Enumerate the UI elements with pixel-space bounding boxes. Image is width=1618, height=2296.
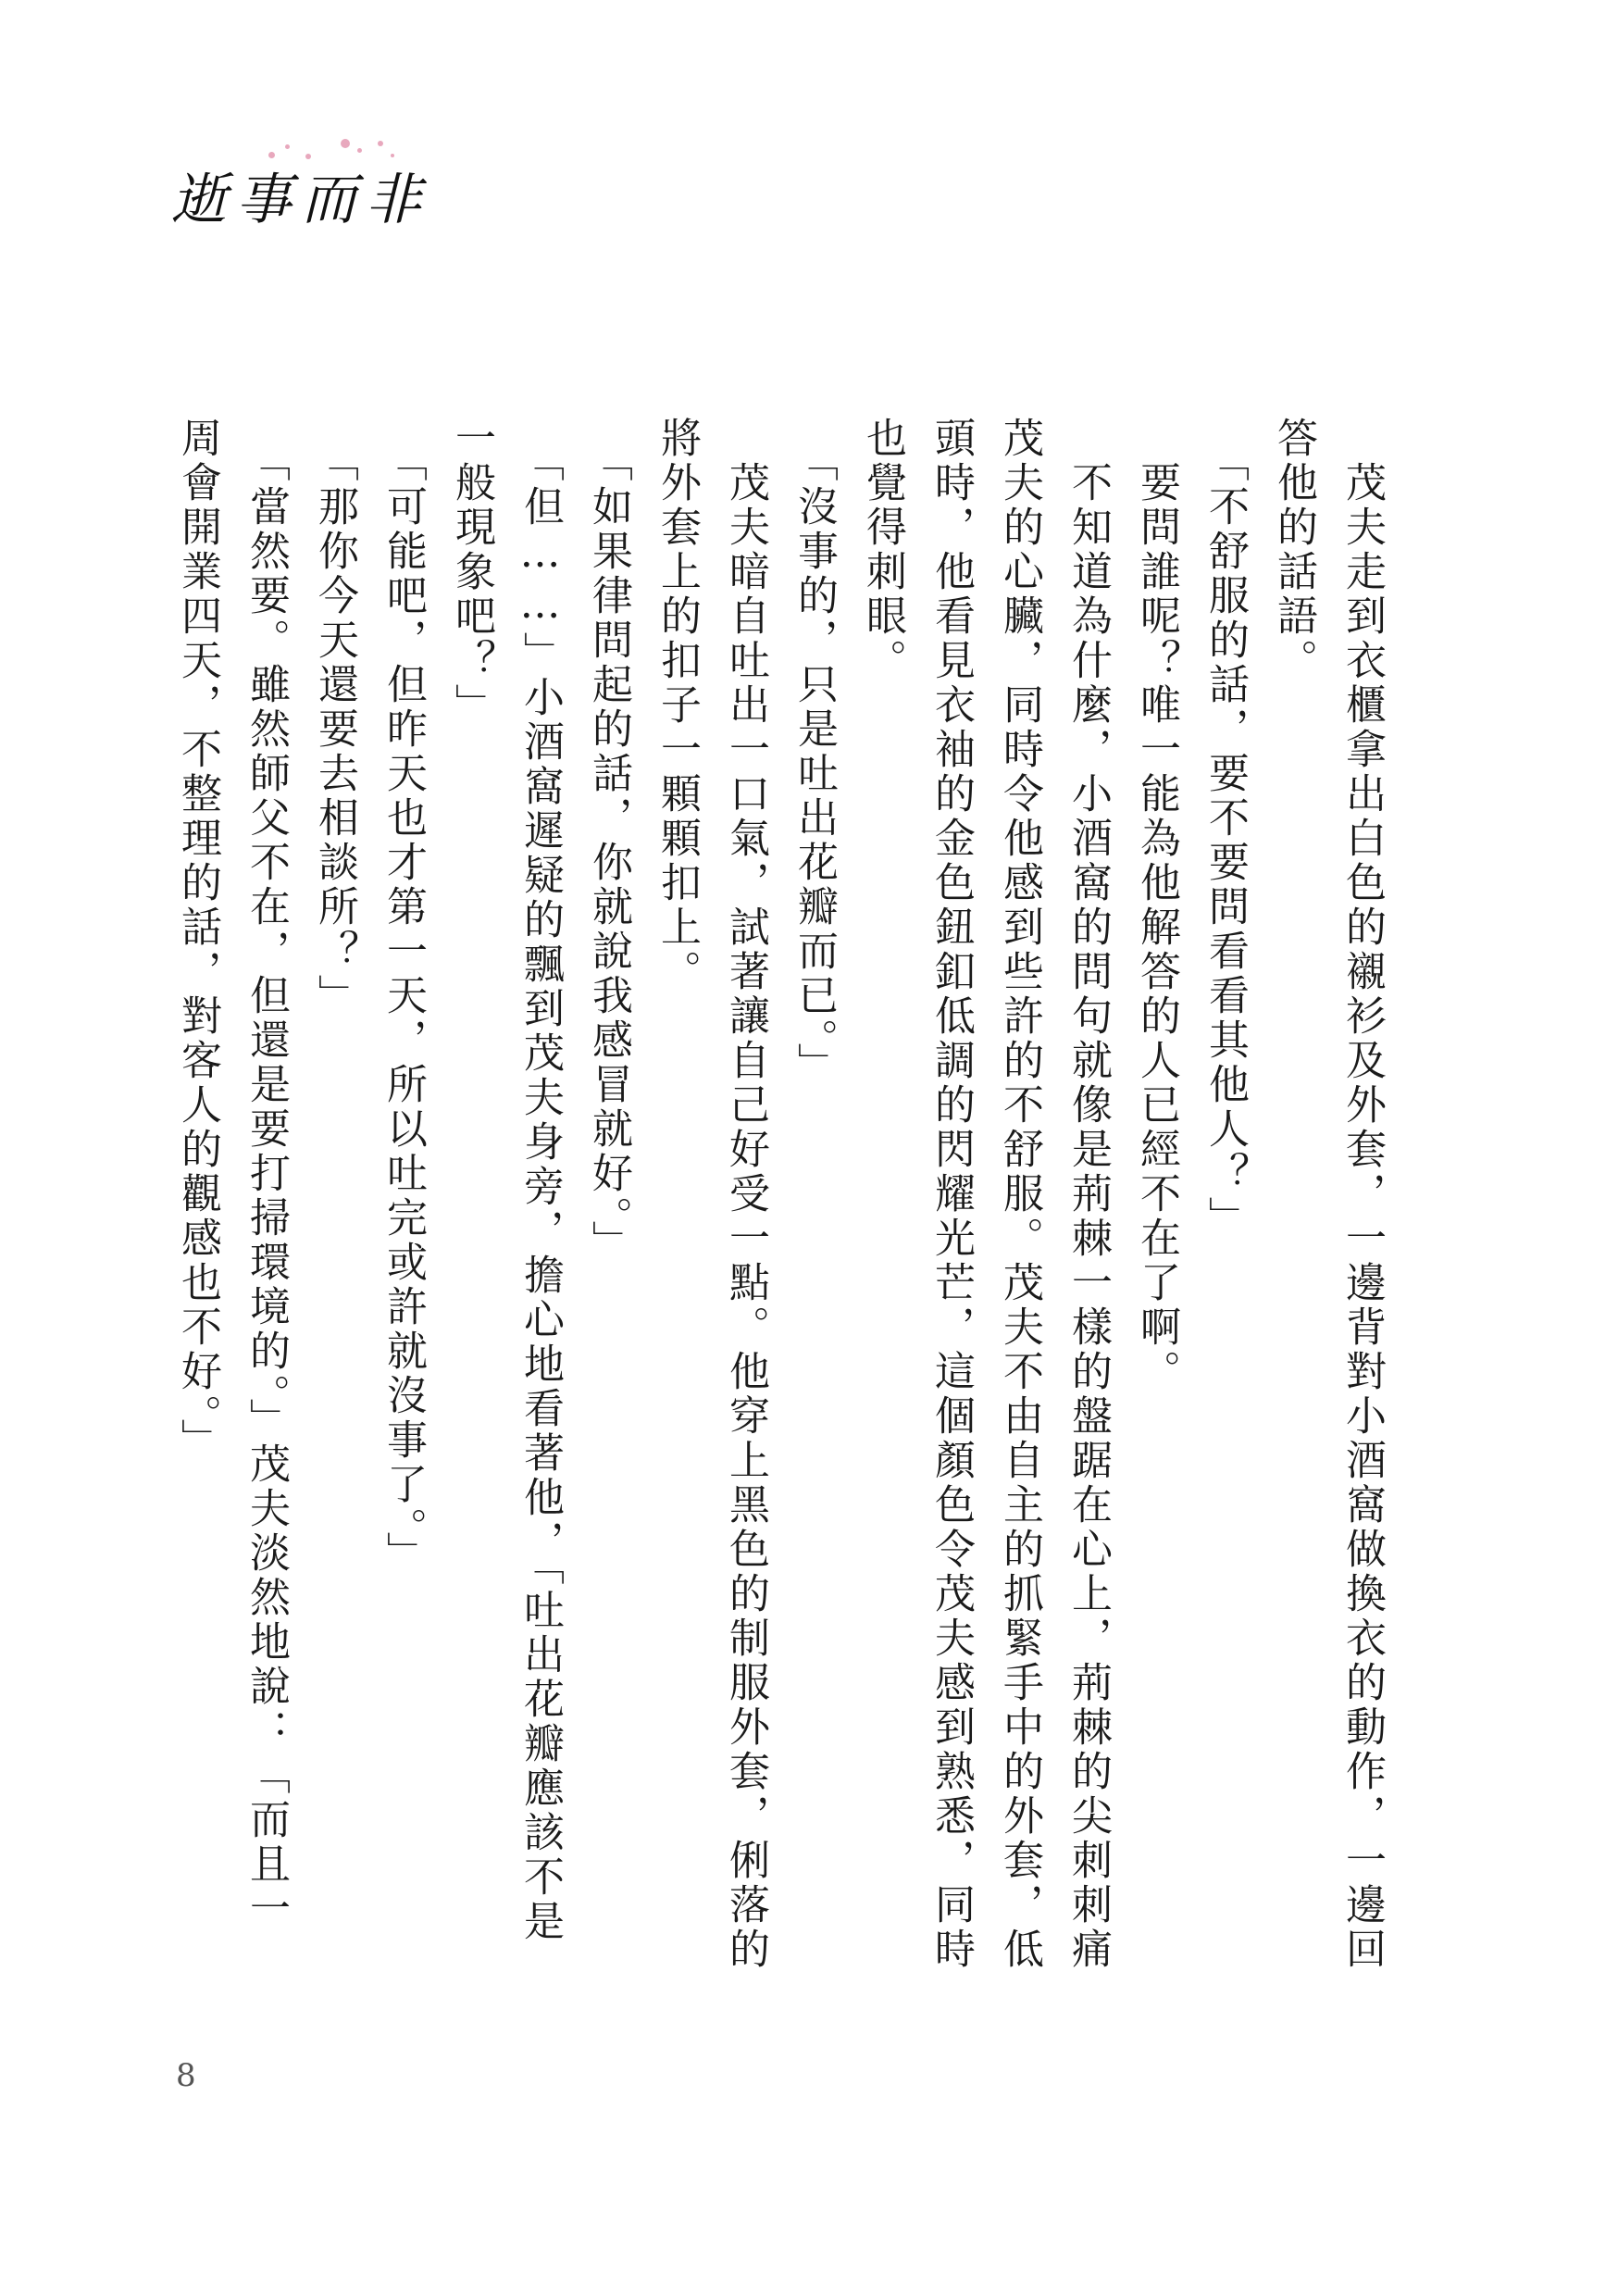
paragraph: 「當然要。雖然師父不在，但還是要打掃環境的。」茂夫淡然地說：「而且一周會開業四天，不整理的話，對客人的觀感也不好。」 [174, 417, 290, 1931]
page-number: 8 [176, 2057, 196, 2094]
paragraph: 「但……」小酒窩遲疑的飄到茂夫身旁，擔心地看著他，「吐出花瓣應該不是一般現象吧？」 [448, 417, 564, 1944]
paragraph: 「如果律問起的話，你就說我感冒就好。」 [585, 417, 632, 1265]
paragraph: 「那你今天還要去相談所？」 [311, 417, 358, 1018]
paragraph: 「不舒服的話，要不要問看看其他人？」 [1201, 417, 1249, 1241]
paragraph: 要問誰呢？唯一能為他解答的人已經不在了啊。 [1133, 417, 1180, 1394]
paragraph: 茂夫走到衣櫃拿出白色的襯衫及外套，一邊背對小酒窩做換衣的動作，一邊回答他的話語。 [1270, 417, 1386, 1972]
paragraph: 「可能吧，但昨天也才第一天，所以吐完或許就沒事了。」 [380, 417, 427, 1576]
running-title: 逝事而非 [171, 168, 430, 232]
paragraph: 「沒事的，只是吐出花瓣而已。」 [790, 417, 838, 1087]
paragraph: 茂夫暗自吐出一口氣，試著讓自己好受一點。他穿上黑色的制服外套，俐落的將外套上的扣子一顆顆扣上。 [653, 417, 769, 1972]
vertical-text-body [174, 417, 1396, 1972]
paragraph: 不知道為什麼，小酒窩的問句就像是荊棘一樣的盤踞在心上，荊棘的尖刺刺痛茂夫的心臟，同時令他感到些許的不舒服。茂夫不由自主的抓緊手中的外套，低頭時，他看見衣袖的金色鈕釦低調的閃耀光芒，這個顏色令茂夫感到熟悉，同時也覺得刺眼。 [859, 417, 1112, 1972]
title-decoration-dots [268, 139, 407, 167]
